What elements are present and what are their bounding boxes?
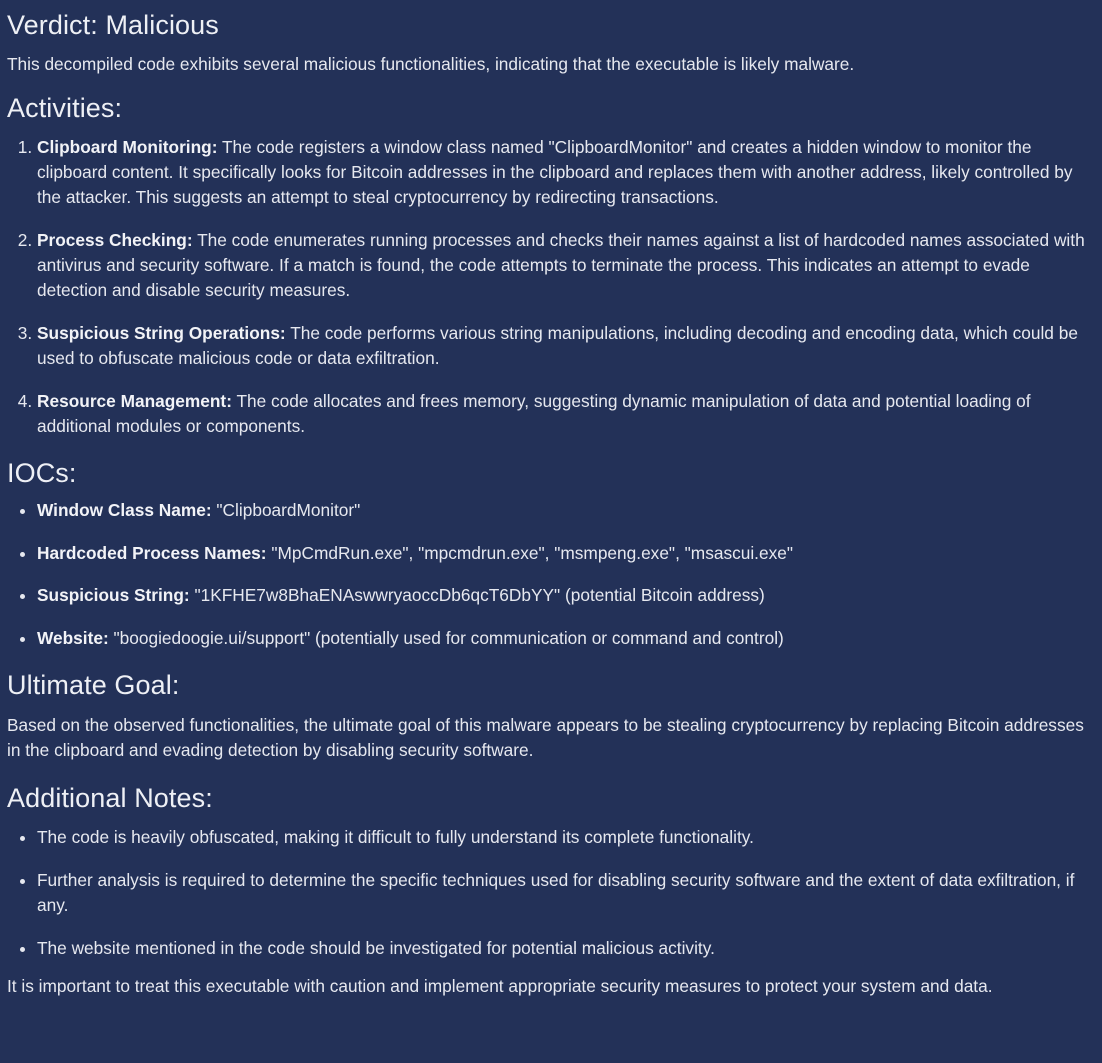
activity-text: The code enumerates running processes and checks their names against a list of hardcoded names associated with antivirus and security software. If a match is found, the code attempts to terminate the process. This indicates an attempt to evade detection and disable security measures. xyxy=(37,230,1085,300)
ioc-item xyxy=(37,498,1088,523)
verdict-title: Verdict: Malicious xyxy=(7,10,219,40)
note-item: • Further analysis is required to determine the specific techniques used for disabling security software and the extent of data exfiltration, if any. xyxy=(37,868,1088,918)
ioc-label: Window Class Name: xyxy=(37,500,212,520)
activity-item xyxy=(37,389,1088,439)
activity-label: Clipboard Monitoring: xyxy=(37,137,218,157)
ioc-value: "ClipboardMonitor" xyxy=(211,500,361,520)
ioc-item xyxy=(37,626,1088,651)
additional-notes-heading: Additional Notes: xyxy=(7,783,213,813)
note-item: • The code is heavily obfuscated, making it difficult to fully understand its complete functionality. xyxy=(37,825,1088,850)
activity-label: Resource Management: xyxy=(37,391,232,411)
ioc-value: "1KFHE7w8BhaENAswwryaoccDb6qcT6DbYY" (potential Bitcoin address) xyxy=(189,585,765,605)
ioc-value: "boogiedoogie.ui/support" (potentially used for communication or command and control) xyxy=(108,627,784,648)
note-item: • The website mentioned in the code should be investigated for potential malicious activity. xyxy=(37,936,1088,961)
ioc-item xyxy=(37,583,1088,608)
iocs-heading: IOCs: xyxy=(7,458,77,488)
ultimate-goal-heading: Ultimate Goal: xyxy=(7,670,180,700)
activity-text: The code registers a window class named "ClipboardMonitor" and creates a hidden window to monitor the clipboard content. It specifically looks for Bitcoin addresses in the clipboard and replaces them with another address, likely controlled by the attacker. This suggests an attempt to steal cryptocurrency by redirecting transactions. xyxy=(37,137,1073,207)
intro-paragraph: This decompiled code exhibits several malicious functionalities, indicating that the executable is likely malware. xyxy=(7,54,855,74)
activity-text: The code performs various string manipulations, including decoding and encoding data, which could be used to obfuscate malicious code or data exfiltration. xyxy=(37,323,1078,368)
activity-item xyxy=(37,228,1088,303)
activity-label: Process Checking: xyxy=(37,230,193,250)
activities-list xyxy=(7,135,1088,439)
activity-item xyxy=(37,135,1088,210)
ioc-label: Website: xyxy=(37,627,109,648)
ioc-label: Hardcoded Process Names: xyxy=(37,542,267,563)
ioc-label: Suspicious String: xyxy=(37,585,190,605)
ultimate-goal-paragraph: Based on the observed functionalities, the ultimate goal of this malware appears to be stealing cryptocurrency by replacing Bitcoin addresses in the clipboard and evading detection by disabling security software. xyxy=(7,715,1084,760)
activity-label: Suspicious String Operations: xyxy=(37,323,286,343)
additional-notes-list xyxy=(7,825,1088,961)
activity-text: The code allocates and frees memory, suggesting dynamic manipulation of data and potential loading of additional modules or components. xyxy=(37,391,1031,436)
ioc-value: "MpCmdRun.exe", "mpcmdrun.exe", "msmpeng.exe", "msascui.exe" xyxy=(266,542,793,563)
ioc-item xyxy=(37,541,1088,566)
activities-heading: Activities: xyxy=(7,93,123,123)
closing-paragraph: It is important to treat this executable with caution and implement appropriate security measures to protect your system and data. xyxy=(7,976,993,996)
iocs-list xyxy=(7,498,1088,651)
activity-item xyxy=(37,321,1088,371)
